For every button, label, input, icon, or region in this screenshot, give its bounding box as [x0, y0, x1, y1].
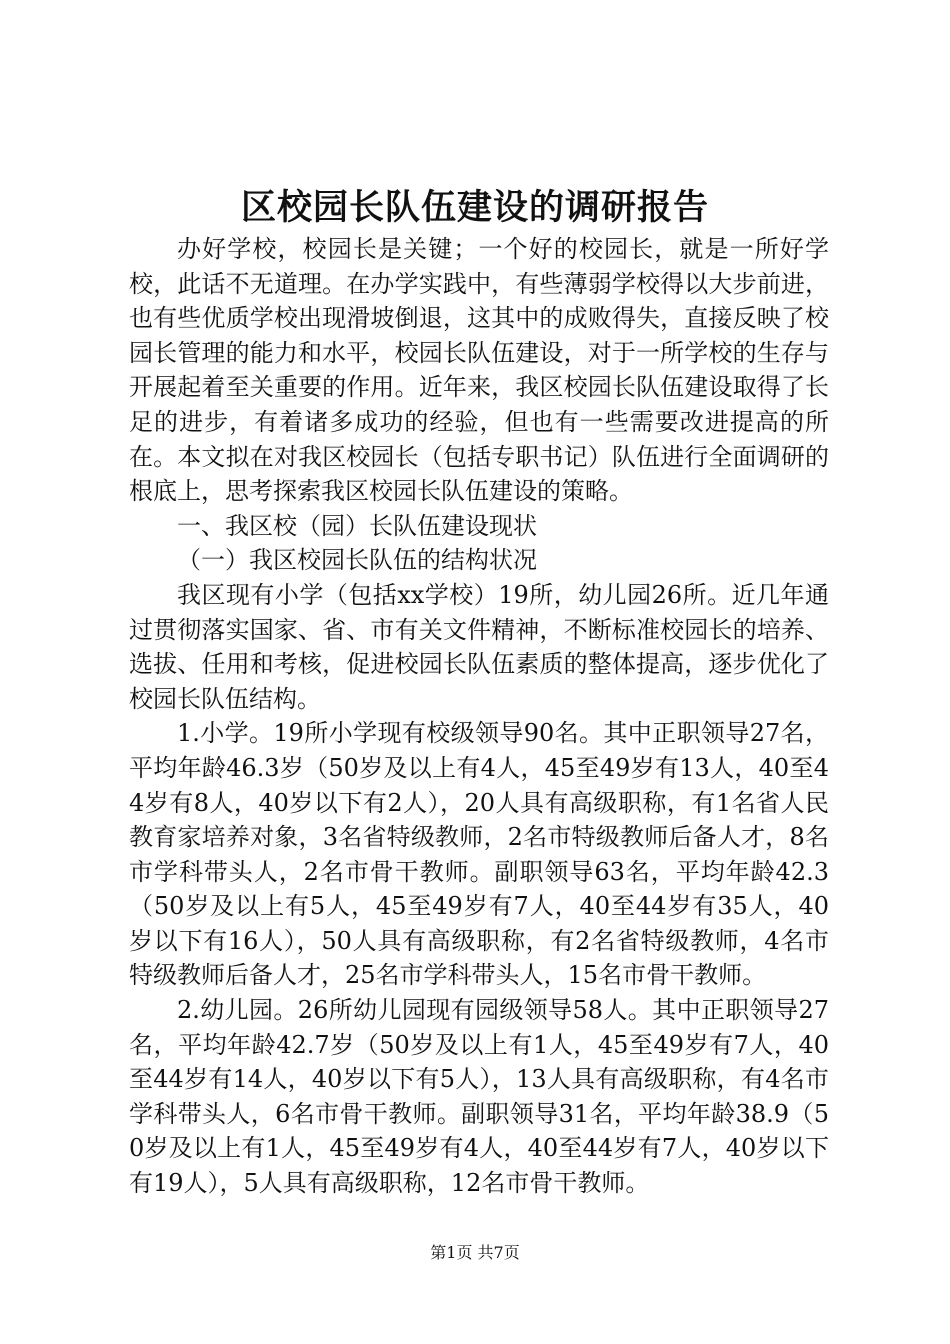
primary-school-paragraph: 1.小学。19所小学现有校级领导90名。其中正职领导27名，平均年龄46.3岁（50岁及以上有4人，45至49岁有13人，40至44岁有8人，40岁以下有2人），20人具有高级职称，有1名省人民教育家培养对象，3名省特级教师，2名市特级教师后备人才，8名市学科带头人，2名市骨干教师。副职领导63名，平均年龄42.3（50岁及以上有5人，45至49岁有7人，40至44岁有35人，40岁以下有16人），50人具有高级职称，有2名省特级教师，4名市特级教师后备人才，25名市学科带头人，15名市骨干教师。: [129, 719, 829, 990]
section-heading: 一、我区校（园）长队伍建设现状: [177, 511, 537, 540]
overview-paragraph: 我区现有小学（包括xx学校）19所，幼儿园26所。近几年通过贯彻落实国家、省、市有关文件精神，不断标准校园长的培养、选拔、任用和考核，促进校园长队伍素质的整体提高，逐步优化了校园长队伍结构。: [129, 580, 829, 713]
page-number-footer: 第1页 共7页: [430, 1243, 520, 1262]
subsection-heading: （一）我区校园长队伍的结构状况: [177, 546, 537, 575]
document-title: 区校园长队伍建设的调研报告: [240, 187, 709, 228]
intro-paragraph: 办好学校，校园长是关键；一个好的校园长，就是一所好学校，此话不无道理。在办学实践中，有些薄弱学校得以大步前进，也有些优质学校出现滑坡倒退，这其中的成败得失，直接反映了校园长管理的能力和水平，校园长队伍建设，对于一所学校的生存与开展起着至关重要的作用。近年来，我区校园长队伍建设取得了长足的进步，有着诸多成功的经验，但也有一些需要改进提高的所在。本文拟在对我区校园长（包括专职书记）队伍进行全面调研的根底上，思考探索我区校园长队伍建设的策略。: [129, 235, 829, 506]
document-body: [129, 232, 829, 1201]
kindergarten-paragraph: 2.幼儿园。26所幼儿园现有园级领导58人。其中正职领导27名，平均年龄42.7岁（50岁及以上有1人，45至49岁有7人，40至44岁有14人，40岁以下有5人），13人具有高级职称，有4名市学科带头人，6名市骨干教师。副职领导31名，平均年龄38.9（50岁及以上有1人，45至49岁有4人，40至44岁有7人，40岁以下有19人），5人具有高级职称，12名市骨干教师。: [129, 996, 829, 1198]
